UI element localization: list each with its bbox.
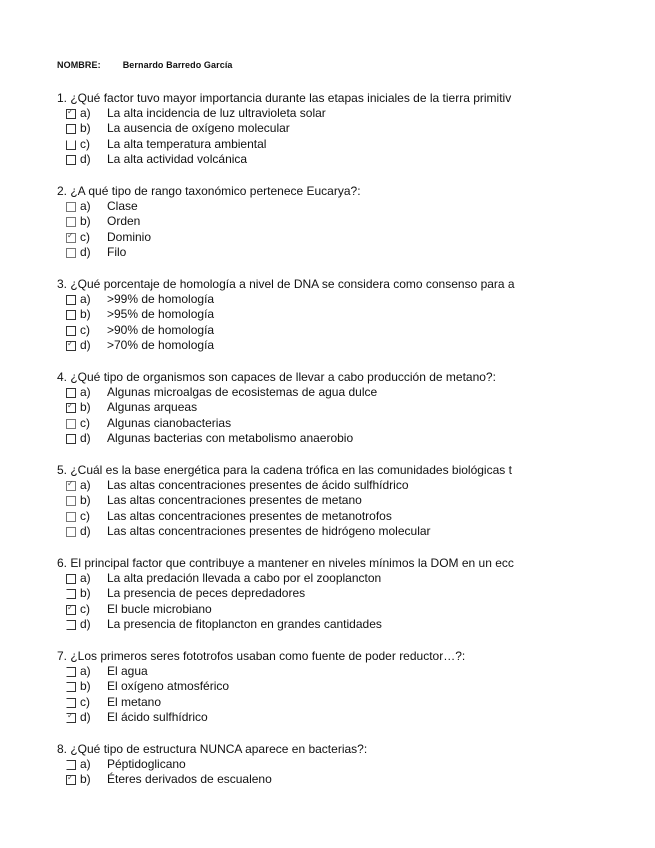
- option-text: Las altas concentraciones presentes de metano: [107, 493, 362, 508]
- option-a[interactable]: [57, 478, 545, 493]
- option-d[interactable]: [57, 338, 545, 353]
- option-text: Filo: [107, 245, 127, 260]
- question-3: [57, 277, 545, 354]
- option-c[interactable]: [57, 695, 545, 710]
- option-text: >70% de homología: [107, 338, 215, 353]
- option-letter: d): [80, 338, 91, 353]
- question-6: [57, 556, 545, 633]
- checkbox-icon[interactable]: [66, 605, 76, 615]
- option-text: Las altas concentraciones presentes de hidrógeno molecular: [107, 524, 431, 539]
- option-a[interactable]: [57, 292, 545, 307]
- option-d[interactable]: [57, 152, 545, 167]
- option-c[interactable]: [57, 602, 545, 617]
- option-letter: a): [80, 199, 91, 213]
- option-letter: a): [80, 664, 91, 678]
- option-letter: d): [80, 152, 91, 167]
- option-letter: c): [80, 694, 90, 709]
- checkbox-icon[interactable]: [66, 202, 76, 212]
- student-header: [57, 60, 233, 70]
- option-text: La alta actividad volcánica: [107, 152, 248, 167]
- option-letter: c): [80, 508, 90, 523]
- option-letter: b): [80, 307, 91, 322]
- option-text: Algunas arqueas: [107, 400, 198, 415]
- checkbox-icon[interactable]: [66, 682, 76, 692]
- option-text: La alta predación llevada a cabo por el zooplancton: [107, 571, 382, 585]
- option-c[interactable]: [57, 323, 545, 338]
- option-text: El bucle microbiano: [107, 601, 212, 616]
- option-letter: b): [80, 121, 91, 136]
- option-letter: d): [80, 524, 91, 539]
- option-a[interactable]: [57, 106, 545, 121]
- checkbox-icon[interactable]: [66, 326, 76, 336]
- option-letter: a): [80, 292, 91, 306]
- checkbox-icon[interactable]: [66, 512, 76, 522]
- checkbox-icon[interactable]: [66, 155, 76, 165]
- checkbox-icon[interactable]: [66, 341, 76, 351]
- option-c[interactable]: [57, 230, 545, 245]
- question-text: 2. ¿A qué tipo de rango taxonómico pertenece Eucarya?:: [57, 184, 361, 198]
- question-text: 3. ¿Qué porcentaje de homología a nivel de DNA se considera como consenso para a: [57, 277, 515, 291]
- option-letter: a): [80, 106, 91, 120]
- option-c[interactable]: [57, 137, 545, 152]
- option-c[interactable]: [57, 509, 545, 524]
- option-letter: c): [80, 415, 90, 430]
- option-letter: b): [80, 679, 91, 694]
- option-a[interactable]: [57, 571, 545, 586]
- checkbox-icon[interactable]: [66, 496, 76, 506]
- option-text: La presencia de peces depredadores: [107, 586, 306, 601]
- question-7: [57, 649, 545, 726]
- option-a[interactable]: [57, 664, 545, 679]
- question-text: 8. ¿Qué tipo de estructura NUNCA aparece en bacterias?:: [57, 742, 368, 756]
- option-letter: a): [80, 571, 91, 585]
- checkbox-icon[interactable]: [66, 620, 76, 630]
- checkbox-icon[interactable]: [66, 434, 76, 444]
- checkbox-icon[interactable]: [66, 403, 76, 413]
- option-text: El agua: [107, 664, 148, 678]
- checkbox-icon[interactable]: [66, 698, 76, 708]
- option-d[interactable]: [57, 431, 545, 446]
- option-a[interactable]: [57, 199, 545, 214]
- option-text: Orden: [107, 214, 141, 229]
- checkbox-icon[interactable]: [66, 248, 76, 258]
- question-text: 1. ¿Qué factor tuvo mayor importancia durante las etapas iniciales de la tierra primitiv: [57, 91, 512, 105]
- checkbox-icon[interactable]: [66, 233, 76, 243]
- option-text: Éteres derivados de escualeno: [107, 772, 272, 787]
- option-letter: d): [80, 245, 91, 260]
- checkbox-icon[interactable]: [66, 775, 76, 785]
- checkbox-icon[interactable]: [66, 124, 76, 134]
- option-b[interactable]: [57, 679, 545, 694]
- option-b[interactable]: [57, 214, 545, 229]
- option-text: >95% de homología: [107, 307, 215, 322]
- option-text: Algunas bacterias con metabolismo anaerobio: [107, 431, 354, 446]
- option-letter: b): [80, 586, 91, 601]
- option-letter: b): [80, 400, 91, 415]
- option-b[interactable]: [57, 493, 545, 508]
- option-d[interactable]: [57, 710, 545, 725]
- option-text: Algunas cianobacterias: [107, 415, 232, 430]
- checkbox-icon[interactable]: [66, 574, 76, 584]
- option-text: El metano: [107, 694, 162, 709]
- option-text: Las altas concentraciones presentes de ácido sulfhídrico: [107, 478, 409, 492]
- checkbox-icon[interactable]: [66, 713, 76, 723]
- checkbox-icon[interactable]: [66, 109, 76, 119]
- option-a[interactable]: [57, 385, 545, 400]
- checkbox-icon[interactable]: [66, 527, 76, 537]
- option-text: Clase: [107, 199, 138, 213]
- checkbox-icon[interactable]: [66, 310, 76, 320]
- option-text: >99% de homología: [107, 292, 215, 306]
- question-4: [57, 370, 545, 447]
- question-8: [57, 742, 545, 788]
- option-text: Dominio: [107, 229, 152, 244]
- option-text: El oxígeno atmosférico: [107, 679, 230, 694]
- option-a[interactable]: [57, 757, 545, 772]
- option-b[interactable]: [57, 772, 545, 787]
- option-letter: c): [80, 601, 90, 616]
- checkbox-icon[interactable]: [66, 481, 76, 491]
- checkbox-icon[interactable]: [66, 388, 76, 398]
- question-text: 5. ¿Cuál es la base energética para la cadena trófica en las comunidades biológicas t: [57, 463, 512, 477]
- checkbox-icon[interactable]: [66, 760, 76, 770]
- checkbox-icon[interactable]: [66, 295, 76, 305]
- option-text: La ausencia de oxígeno molecular: [107, 121, 290, 136]
- option-text: La alta temperatura ambiental: [107, 136, 267, 151]
- option-letter: a): [80, 478, 91, 492]
- question-2: [57, 184, 545, 261]
- question-text: 4. ¿Qué tipo de organismos son capaces de llevar a cabo producción de metano?:: [57, 370, 496, 384]
- option-letter: b): [80, 772, 91, 787]
- option-text: El ácido sulfhídrico: [107, 710, 208, 725]
- checkbox-icon[interactable]: [66, 589, 76, 599]
- option-letter: d): [80, 431, 91, 446]
- question-text: 6. El principal factor que contribuye a mantener en niveles mínimos la DOM en un ecc: [57, 556, 514, 570]
- question-1: [57, 91, 545, 168]
- question-text: 7. ¿Los primeros seres fototrofos usaban como fuente de poder reductor…?:: [57, 649, 466, 663]
- option-text: Las altas concentraciones presentes de metanotrofos: [107, 508, 392, 523]
- option-letter: a): [80, 757, 91, 771]
- option-d[interactable]: [57, 524, 545, 539]
- option-b[interactable]: [57, 586, 545, 601]
- option-letter: c): [80, 136, 90, 151]
- option-letter: d): [80, 617, 91, 632]
- student-name: Bernardo Barredo García: [122, 60, 233, 70]
- name-label: NOMBRE:: [57, 60, 101, 70]
- option-text: La presencia de fitoplancton en grandes cantidades: [107, 617, 382, 632]
- option-c[interactable]: [57, 416, 545, 431]
- option-letter: a): [80, 385, 91, 399]
- option-text: Algunas microalgas de ecosistemas de agua dulce: [107, 385, 378, 399]
- checkbox-icon[interactable]: [66, 667, 76, 677]
- option-b[interactable]: [57, 400, 545, 415]
- option-letter: c): [80, 229, 90, 244]
- checkbox-icon[interactable]: [66, 419, 76, 429]
- question-5: [57, 463, 545, 540]
- option-b[interactable]: [57, 307, 545, 322]
- checkbox-icon[interactable]: [66, 140, 76, 150]
- option-text: >90% de homología: [107, 322, 215, 337]
- checkbox-icon[interactable]: [66, 217, 76, 227]
- option-text: La alta incidencia de luz ultravioleta solar: [107, 106, 326, 120]
- option-letter: d): [80, 710, 91, 725]
- option-d[interactable]: [57, 617, 545, 632]
- option-letter: b): [80, 214, 91, 229]
- option-b[interactable]: [57, 121, 545, 136]
- option-letter: b): [80, 493, 91, 508]
- option-letter: c): [80, 322, 90, 337]
- option-d[interactable]: [57, 245, 545, 260]
- option-text: Péptidoglicano: [107, 757, 186, 771]
